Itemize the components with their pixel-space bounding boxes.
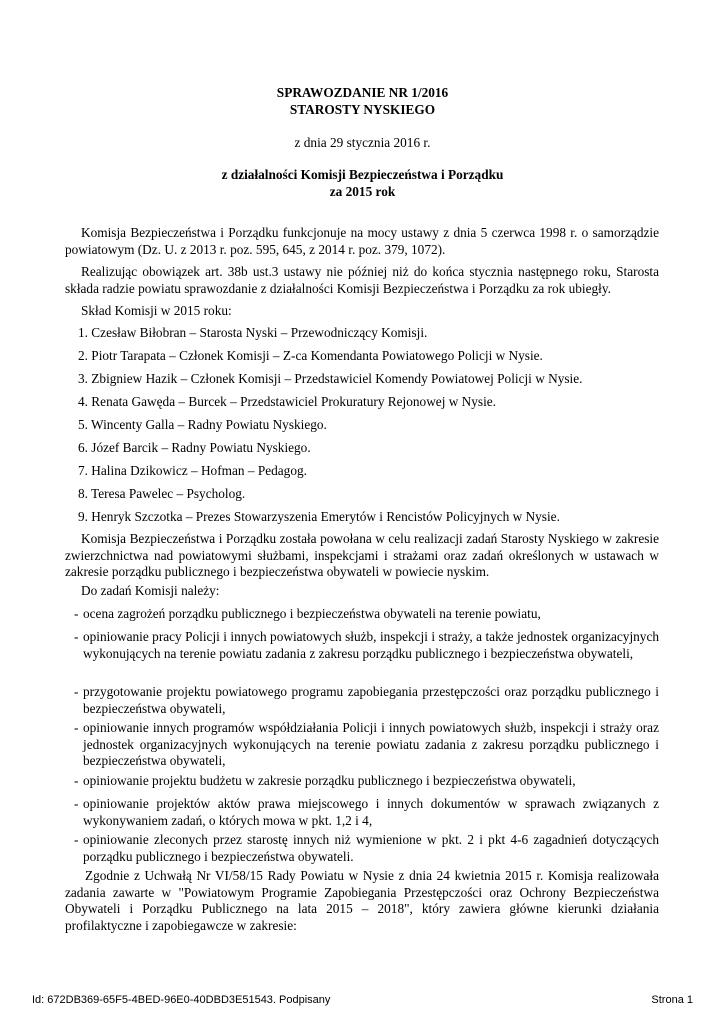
member-list-item: 5. Wincenty Galla – Radny Powiatu Nyskiego. (78, 417, 327, 432)
document-id: Id: 672DB369-65F5-4BED-96E0-40DBD3E51543. Podpisany (32, 994, 331, 1006)
dash-marker: - (74, 606, 79, 621)
task-text: opiniowanie zleconych przez starostę innych niż wymienione w pkt. 2 i pkt 4-6 zagadnień dotyczących porządku publicznego i bezpieczeństwa obywateli. (83, 832, 659, 864)
task-text: opiniowanie pracy Policji i innych powiatowych służb, inspekcji i straży, a także jednostek organizacyjnych wykonujących na terenie powiatu zadania z zakresu porządku publicznego i bezpieczeństwa obywateli, (83, 629, 659, 661)
member-list-item: 7. Halina Dzikowicz – Hofman – Pedagog. (78, 463, 307, 478)
dash-marker: - (74, 629, 79, 644)
task-text: opiniowanie innych programów współdziałania Policji i innych powiatowych służb, inspekcji i straży oraz jednostek organizacyjnych wykonujących na terenie powiatu zadania z zakresu porządku publicznego i bezpieczeństwa obywateli, (83, 720, 659, 769)
task-text: opiniowanie projektów aktów prawa miejscowego i innych dokumentów w sprawach związanych z wykonywaniem zadań, o których mowa w pkt. 1,2 i 4, (83, 796, 659, 828)
paragraph-obligation: Realizując obowiązek art. 38b ust.3 ustawy nie później niż do końca stycznia następnego roku, Starosta składa radzie powiatu sprawozdanie z działalności Komisji Bezpieczeństwa i Porządku za rok ubiegły. (65, 264, 659, 296)
report-date: z dnia 29 stycznia 2016 r. (294, 135, 431, 150)
task-list-item (74, 796, 659, 829)
task-list-item (74, 773, 659, 790)
page-number: Strona 1 (651, 994, 693, 1006)
task-list-item (74, 832, 659, 865)
report-title-line1: SPRAWOZDANIE NR 1/2016 (276, 85, 449, 100)
task-list-item (74, 629, 659, 662)
member-list-item: 2. Piotr Tarapata – Członek Komisji – Z-ca Komendanta Powiatowego Policji w Nysie. (78, 348, 543, 363)
member-list-item: 3. Zbigniew Hazik – Członek Komisji – Przedstawiciel Komendy Powiatowej Policji w Nysie. (78, 371, 583, 386)
task-text: opiniowanie projektu budżetu w zakresie porządku publicznego i bezpieczeństwa obywateli, (83, 773, 576, 788)
dash-marker: - (74, 720, 79, 735)
member-list-item: 8. Teresa Pawelec – Psycholog. (78, 486, 246, 501)
task-text: ocena zagrożeń porządku publicznego i bezpieczeństwa obywateli na terenie powiatu, (83, 606, 541, 621)
paragraph-resolution: Zgodnie z Uchwałą Nr VI/58/15 Rady Powiatu w Nysie z dnia 24 kwietnia 2015 r. Komisja realizowała zadania zawarte w "Powiatowym Programie Zapobiegania Przestępczości oraz Ochrony Bezpieczeństwa Obywateli i Porządku Publicznego na lata 2015 – 2018", który zawiera główne kierunki działania profilaktyczne i zapobiegawcze w zakresie: (65, 868, 659, 933)
member-list-item: 6. Józef Barcik – Radny Powiatu Nyskiego. (78, 440, 311, 455)
task-text: przygotowanie projektu powiatowego programu zapobiegania przestępczości oraz porządku publicznego i bezpieczeństwa obywateli, (83, 684, 659, 716)
member-list-item: 9. Henryk Szczotka – Prezes Stowarzyszenia Emerytów i Rencistów Policyjnych w Nysie. (78, 509, 560, 524)
report-title-line2: STAROSTY NYSKIEGO (289, 102, 436, 117)
dash-marker: - (74, 684, 79, 699)
task-list-item (74, 606, 659, 623)
dash-marker: - (74, 832, 79, 847)
paragraph-composition-heading: Skład Komisji w 2015 roku: (81, 303, 232, 318)
paragraph-commission-purpose: Komisja Bezpieczeństwa i Porządku została powołana w celu realizacji zadań Starosty Nyskiego w zakresie zwierzchnictwa nad powiatowymi służbami, inspekcjami i strażami oraz zadań określonych w ustawach w zakresie porządku publicznego i bezpieczeństwa obywateli w powiecie nyskim. (65, 531, 659, 580)
task-list-item (74, 684, 659, 717)
paragraph-tasks-heading: Do zadań Komisji należy: (81, 583, 220, 598)
report-subject-line2: za 2015 rok (329, 184, 396, 199)
report-subject-line1: z działalności Komisji Bezpieczeństwa i Porządku (221, 167, 504, 182)
paragraph-legal-basis: Komisja Bezpieczeństwa i Porządku funkcjonuje na mocy ustawy z dnia 5 czerwca 1998 r. o samorządzie powiatowym (Dz. U. z 2013 r. poz. 595, 645, z 2014 r. poz. 379, 1072). (65, 225, 659, 257)
member-list-item: 4. Renata Gawęda – Burcek – Przedstawiciel Prokuratury Rejonowej w Nysie. (78, 394, 496, 409)
member-list-item: 1. Czesław Biłobran – Starosta Nyski – Przewodniczący Komisji. (78, 325, 428, 340)
dash-marker: - (74, 796, 79, 811)
task-list-item (74, 720, 659, 770)
dash-marker: - (74, 773, 79, 788)
